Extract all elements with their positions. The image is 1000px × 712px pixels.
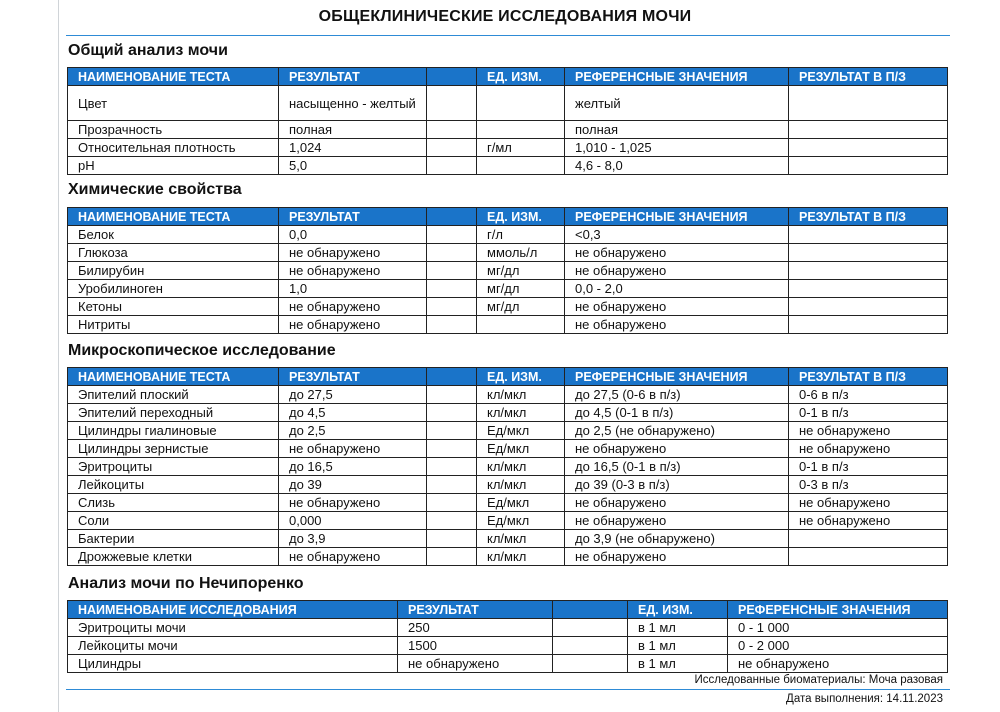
table-cell: Эритроциты [68, 458, 279, 476]
table-cell: 0 - 2 000 [728, 637, 948, 655]
table-cell [789, 316, 948, 334]
table-cell: Кетоны [68, 298, 279, 316]
table-cell: Ед/мкл [477, 512, 565, 530]
table-cell [427, 157, 477, 175]
table-cell: не обнаружено [565, 548, 789, 566]
table-cell [427, 494, 477, 512]
column-header: РЕЗУЛЬТАТ В П/З [789, 208, 948, 226]
table-cell [789, 530, 948, 548]
table-cell [427, 530, 477, 548]
table-cell [427, 422, 477, 440]
table-row [68, 298, 948, 316]
table-cell: кл/мкл [477, 548, 565, 566]
table-cell [477, 121, 565, 139]
column-header: РЕЗУЛЬТАТ В П/З [789, 368, 948, 386]
table-cell [477, 86, 565, 121]
table-cell: 1500 [398, 637, 553, 655]
table-cell: 0,000 [279, 512, 427, 530]
table-cell: 1,024 [279, 139, 427, 157]
column-header: НАИМЕНОВАНИЕ ИССЛЕДОВАНИЯ [68, 601, 398, 619]
table-cell: 0-3 в п/з [789, 476, 948, 494]
table-row [68, 121, 948, 139]
table-cell: Цилиндры зернистые [68, 440, 279, 458]
page-edge-line [58, 0, 59, 712]
table-cell: Ед/мкл [477, 494, 565, 512]
column-header: ЕД. ИЗМ. [477, 368, 565, 386]
table-cell: в 1 мл [628, 619, 728, 637]
table-cell: полная [565, 121, 789, 139]
table-cell: не обнаружено [565, 244, 789, 262]
table-cell: не обнаружено [279, 548, 427, 566]
general-analysis-table [67, 67, 948, 175]
table-row [68, 86, 948, 121]
table-row [68, 316, 948, 334]
footer-rule [66, 689, 950, 690]
table-cell: до 4,5 [279, 404, 427, 422]
table-cell: Дрожжевые клетки [68, 548, 279, 566]
table-cell: не обнаружено [279, 262, 427, 280]
table-cell: до 27,5 (0-6 в п/з) [565, 386, 789, 404]
table-cell: г/мл [477, 139, 565, 157]
table-row [68, 280, 948, 298]
table-cell: Лейкоциты [68, 476, 279, 494]
table-cell: до 16,5 (0-1 в п/з) [565, 458, 789, 476]
table-cell [477, 316, 565, 334]
table-cell: 0 - 1 000 [728, 619, 948, 637]
table-cell: насыщенно - желтый [279, 86, 427, 121]
table-cell [789, 548, 948, 566]
table-row [68, 139, 948, 157]
table-cell [789, 139, 948, 157]
chemical-properties-table [67, 207, 948, 334]
table-cell: до 3,9 (не обнаружено) [565, 530, 789, 548]
table-cell: Слизь [68, 494, 279, 512]
column-header: ЕД. ИЗМ. [477, 208, 565, 226]
table-cell [427, 86, 477, 121]
table-cell: до 2,5 (не обнаружено) [565, 422, 789, 440]
table-cell [427, 548, 477, 566]
table-cell: г/л [477, 226, 565, 244]
table-cell: кл/мкл [477, 458, 565, 476]
column-header: РЕФЕРЕНСНЫЕ ЗНАЧЕНИЯ [565, 368, 789, 386]
table-cell: Эпителий плоский [68, 386, 279, 404]
nechiporenko-table [67, 600, 948, 673]
table-row [68, 404, 948, 422]
table-cell: до 39 (0-3 в п/з) [565, 476, 789, 494]
table-cell: Бактерии [68, 530, 279, 548]
table-row [68, 494, 948, 512]
completion-date: Дата выполнения: 14.11.2023 [786, 693, 943, 705]
table-cell: не обнаружено [565, 512, 789, 530]
table-cell: не обнаружено [565, 262, 789, 280]
table-cell: не обнаружено [565, 440, 789, 458]
table-cell: не обнаружено [728, 655, 948, 673]
table-cell: мг/дл [477, 298, 565, 316]
table-cell: кл/мкл [477, 530, 565, 548]
table-cell: до 16,5 [279, 458, 427, 476]
table-header-row [68, 68, 948, 86]
table-cell: Ед/мкл [477, 440, 565, 458]
table-cell [427, 280, 477, 298]
table-cell: Цилиндры [68, 655, 398, 673]
table-row [68, 476, 948, 494]
column-header [427, 368, 477, 386]
table-cell: Соли [68, 512, 279, 530]
column-header: РЕФЕРЕНСНЫЕ ЗНАЧЕНИЯ [565, 208, 789, 226]
column-header [427, 208, 477, 226]
table-cell: 5,0 [279, 157, 427, 175]
table-row [68, 440, 948, 458]
column-header: РЕЗУЛЬТАТ [279, 68, 427, 86]
table-cell: 250 [398, 619, 553, 637]
table-cell [553, 655, 628, 673]
table-cell [427, 512, 477, 530]
table-row [68, 244, 948, 262]
table-cell: Цвет [68, 86, 279, 121]
table-cell [427, 316, 477, 334]
table-cell: 0-6 в п/з [789, 386, 948, 404]
column-header: РЕЗУЛЬТАТ [279, 208, 427, 226]
table-cell [789, 280, 948, 298]
table-cell: не обнаружено [565, 494, 789, 512]
column-header: РЕЗУЛЬТАТ [398, 601, 553, 619]
table-row [68, 262, 948, 280]
table-cell: 1,010 - 1,025 [565, 139, 789, 157]
table-cell [789, 86, 948, 121]
table-cell [553, 637, 628, 655]
table-cell: не обнаружено [789, 422, 948, 440]
table-header-row [68, 368, 948, 386]
table-header-row [68, 208, 948, 226]
section-title-nechiporenko: Анализ мочи по Нечипоренко [68, 575, 304, 592]
table-cell: <0,3 [565, 226, 789, 244]
table-cell [553, 619, 628, 637]
table-cell: Билирубин [68, 262, 279, 280]
table-cell [427, 440, 477, 458]
title-underline [66, 35, 950, 36]
table-cell: мг/дл [477, 262, 565, 280]
section-title-general: Общий анализ мочи [68, 42, 228, 59]
table-cell: до 2,5 [279, 422, 427, 440]
table-cell [427, 121, 477, 139]
table-cell: 4,6 - 8,0 [565, 157, 789, 175]
table-cell: 0-1 в п/з [789, 404, 948, 422]
table-cell: не обнаружено [279, 494, 427, 512]
table-cell: до 4,5 (0-1 в п/з) [565, 404, 789, 422]
table-cell: не обнаружено [565, 298, 789, 316]
table-cell: кл/мкл [477, 476, 565, 494]
column-header [427, 68, 477, 86]
column-header: НАИМЕНОВАНИЕ ТЕСТА [68, 208, 279, 226]
table-cell [789, 157, 948, 175]
table-cell [789, 298, 948, 316]
column-header: РЕФЕРЕНСНЫЕ ЗНАЧЕНИЯ [728, 601, 948, 619]
table-cell: мг/дл [477, 280, 565, 298]
table-header-row [68, 601, 948, 619]
table-cell: ммоль/л [477, 244, 565, 262]
table-row [68, 655, 948, 673]
table-row [68, 458, 948, 476]
table-cell: pH [68, 157, 279, 175]
table-cell: Лейкоциты мочи [68, 637, 398, 655]
table-cell [427, 226, 477, 244]
table-cell: 1,0 [279, 280, 427, 298]
page-title: ОБЩЕКЛИНИЧЕСКИЕ ИССЛЕДОВАНИЯ МОЧИ [318, 8, 692, 25]
column-header: ЕД. ИЗМ. [477, 68, 565, 86]
table-cell: в 1 мл [628, 655, 728, 673]
table-cell: до 39 [279, 476, 427, 494]
column-header: ЕД. ИЗМ. [628, 601, 728, 619]
table-cell: Цилиндры гиалиновые [68, 422, 279, 440]
table-cell: до 3,9 [279, 530, 427, 548]
table-cell: кл/мкл [477, 386, 565, 404]
table-row [68, 548, 948, 566]
table-cell: не обнаружено [789, 440, 948, 458]
table-cell [789, 262, 948, 280]
table-row [68, 637, 948, 655]
table-cell [789, 121, 948, 139]
table-cell: не обнаружено [279, 440, 427, 458]
column-header: РЕЗУЛЬТАТ [279, 368, 427, 386]
table-cell: не обнаружено [789, 512, 948, 530]
section-title-chemical: Химические свойства [68, 181, 242, 198]
table-cell: 0,0 - 2,0 [565, 280, 789, 298]
table-cell: Прозрачность [68, 121, 279, 139]
table-cell: не обнаружено [565, 316, 789, 334]
table-cell: до 27,5 [279, 386, 427, 404]
table-cell: Глюкоза [68, 244, 279, 262]
table-cell: Эритроциты мочи [68, 619, 398, 637]
table-cell: не обнаружено [398, 655, 553, 673]
table-cell: Нитриты [68, 316, 279, 334]
table-cell: Белок [68, 226, 279, 244]
table-cell [427, 404, 477, 422]
table-cell [427, 244, 477, 262]
table-row [68, 386, 948, 404]
table-cell: кл/мкл [477, 404, 565, 422]
column-header: РЕЗУЛЬТАТ В П/З [789, 68, 948, 86]
table-cell: 0,0 [279, 226, 427, 244]
table-cell [477, 157, 565, 175]
table-cell: желтый [565, 86, 789, 121]
biomaterial-note: Исследованные биоматериалы: Моча разовая [694, 674, 943, 686]
column-header: НАИМЕНОВАНИЕ ТЕСТА [68, 68, 279, 86]
table-cell [427, 139, 477, 157]
table-cell: Ед/мкл [477, 422, 565, 440]
table-cell [427, 458, 477, 476]
table-cell: не обнаружено [279, 316, 427, 334]
microscopic-table [67, 367, 948, 566]
table-row [68, 512, 948, 530]
table-row [68, 226, 948, 244]
column-header [553, 601, 628, 619]
table-cell: не обнаружено [789, 494, 948, 512]
table-row [68, 422, 948, 440]
table-cell [427, 262, 477, 280]
table-cell [427, 386, 477, 404]
column-header: НАИМЕНОВАНИЕ ТЕСТА [68, 368, 279, 386]
table-cell: Уробилиноген [68, 280, 279, 298]
table-cell: в 1 мл [628, 637, 728, 655]
section-title-microscopic: Микроскопическое исследование [68, 342, 336, 359]
table-cell [427, 298, 477, 316]
table-cell [789, 226, 948, 244]
table-cell: не обнаружено [279, 298, 427, 316]
table-cell: 0-1 в п/з [789, 458, 948, 476]
table-cell: Относительная плотность [68, 139, 279, 157]
column-header: РЕФЕРЕНСНЫЕ ЗНАЧЕНИЯ [565, 68, 789, 86]
table-cell [427, 476, 477, 494]
table-row [68, 619, 948, 637]
table-row [68, 157, 948, 175]
table-cell: полная [279, 121, 427, 139]
table-cell: не обнаружено [279, 244, 427, 262]
table-row [68, 530, 948, 548]
table-cell [789, 244, 948, 262]
table-cell: Эпителий переходный [68, 404, 279, 422]
